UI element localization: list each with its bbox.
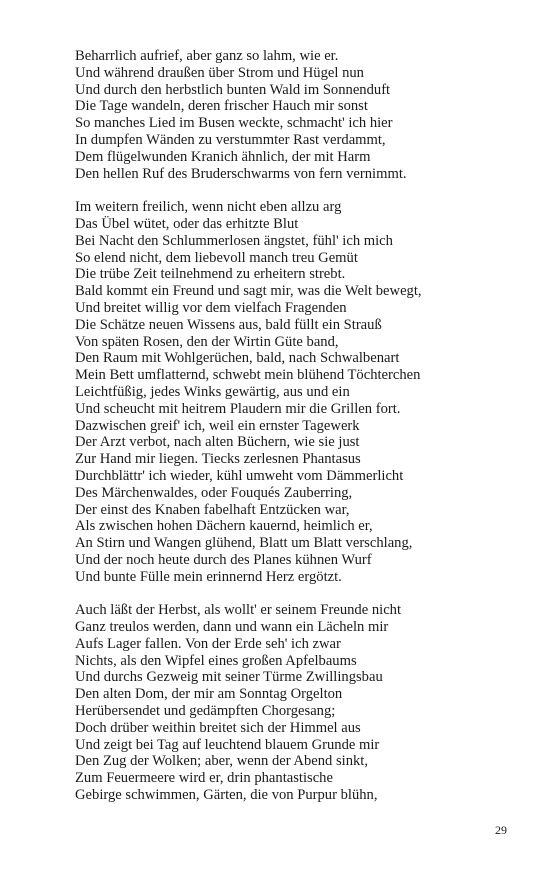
verse-line: Gebirge schwimmen, Gärten, die von Purpur blühn, (75, 787, 378, 804)
verse-line: Auch läßt der Herbst, als wollt' er seinem Freunde nicht (75, 602, 402, 619)
verse-line: Durchblättr' ich wieder, kühl umweht vom Dämmerlicht (75, 467, 404, 484)
verse-line: Aufs Lager fallen. Von der Erde seh' ich zwar (75, 635, 341, 652)
verse-line: Zum Feuermeere wird er, drin phantastische (75, 770, 333, 787)
verse-line: Den Zug der Wolken; aber, wenn der Abend sinkt, (75, 753, 369, 770)
verse-line: Von späten Rosen, den der Wirtin Güte band, (75, 333, 339, 350)
verse-line: Ganz treulos werden, dann und wann ein Lächeln mir (75, 619, 389, 636)
verse-line: Bei Nacht den Schlummerlosen ängstet, fühl' ich mich (75, 232, 393, 249)
verse-line: Dem flügelwunden Kranich ähnlich, der mit Harm (75, 148, 371, 165)
verse-line: Die Tage wandeln, deren frischer Hauch mir sonst (75, 98, 368, 115)
verse-line: Im weitern freilich, wenn nicht eben allzu arg (75, 199, 342, 216)
verse-line: Und durch den herbstlich bunten Wald im Sonnenduft (75, 81, 391, 98)
verse-line: An Stirn und Wangen glühend, Blatt um Blatt verschlang, (75, 535, 413, 552)
verse-line: Mein Bett umflatternd, schwebt mein blühend Töchterchen (75, 367, 421, 384)
verse-line: Die trübe Zeit teilnehmend zu erheitern strebt. (75, 266, 346, 283)
page-number: 29 (495, 823, 507, 837)
verse-line: Zur Hand mir liegen. Tiecks zerlesnen Phantasus (75, 451, 361, 468)
verse-line: Und durchs Gezweig mit seiner Türme Zwillingsbau (75, 669, 383, 686)
verse-line: Den Raum mit Wohlgerüchen, bald, nach Schwalbenart (75, 350, 400, 367)
verse-line: Doch drüber weithin breitet sich der Himmel aus (75, 719, 361, 736)
verse-line: Bald kommt ein Freund und sagt mir, was die Welt bewegt, (75, 283, 422, 300)
verse-line: Und während draußen über Strom und Hügel nun (75, 64, 364, 81)
verse-line: Als zwischen hohen Dächern kauernd, heimlich er, (75, 518, 373, 535)
verse-line: In dumpfen Wänden zu verstummter Rast verdammt, (75, 131, 386, 148)
stanza (75, 602, 515, 804)
verse-line: Der einst des Knaben fabelhaft Entzücken war, (75, 501, 350, 518)
verse-line: Und der noch heute durch des Planes kühnen Wurf (75, 551, 372, 568)
verse-line: Dazwischen greif' ich, weil ein ernster Tagewerk (75, 417, 360, 434)
verse-line: Des Märchenwaldes, oder Fouqués Zauberring, (75, 484, 353, 501)
verse-line: Und zeigt bei Tag auf leuchtend blauem Grunde mir (75, 736, 380, 753)
verse-line: Die Schätze neuen Wissens aus, bald füllt ein Strauß (75, 316, 382, 333)
verse-line: Nichts, als den Wipfel eines großen Apfelbaums (75, 652, 357, 669)
verse-line: Und scheucht mit heitrem Plaudern mir die Grillen fort. (75, 400, 401, 417)
stanza (75, 199, 515, 585)
verse-line: So manches Lied im Busen weckte, schmacht' ich hier (75, 115, 393, 132)
verse-line: Den alten Dom, der mir am Sonntag Orgelton (75, 686, 343, 703)
verse-line: Das Übel wütet, oder das erhitzte Blut (75, 215, 299, 232)
verse-line: So elend nicht, dem liebevoll manch treu Gemüt (75, 249, 358, 266)
stanza (75, 48, 515, 182)
poem-text (75, 48, 515, 804)
verse-line: Leichtfüßig, jedes Winks gewärtig, aus und ein (75, 383, 350, 400)
verse-line: Und bunte Fülle mein erinnernd Herz ergötzt. (75, 568, 342, 585)
verse-line: Beharrlich aufrief, aber ganz so lahm, wie er. (75, 48, 339, 64)
verse-line: Herübersendet und gedämpften Chorgesang; (75, 703, 336, 720)
verse-line: Der Arzt verbot, nach alten Büchern, wie sie just (75, 434, 360, 451)
verse-line: Und breitet willig vor dem vielfach Fragenden (75, 299, 347, 316)
verse-line: Den hellen Ruf des Bruderschwarms von fern vernimmt. (75, 165, 407, 182)
